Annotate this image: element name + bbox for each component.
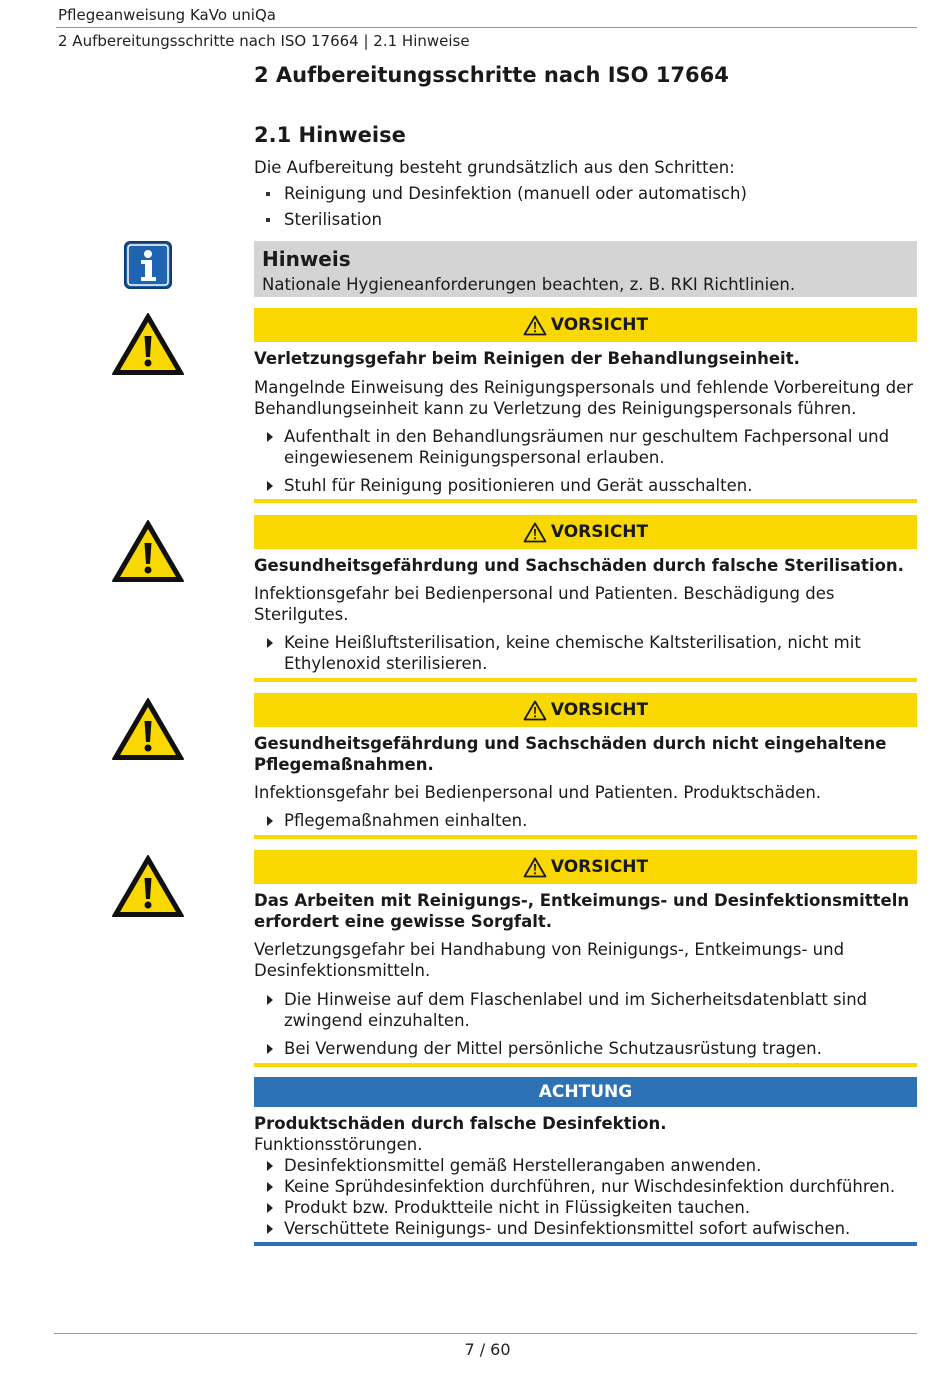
notice-end-line bbox=[254, 1242, 917, 1246]
warning-triangle-icon bbox=[111, 312, 185, 376]
warning-triangle-icon bbox=[111, 854, 185, 918]
warning-steps bbox=[266, 632, 917, 681]
notice-heading: Produktschäden durch falsche Desinfektion. bbox=[254, 1114, 667, 1133]
list-item-text: Die Hinweise auf dem Flaschenlabel und im Sicherheitsdatenblatt sind zwingend einzuhalten. bbox=[284, 990, 868, 1030]
list-item bbox=[266, 210, 747, 236]
intro-list bbox=[266, 184, 747, 236]
footer-divider bbox=[54, 1333, 917, 1334]
bullet-icon bbox=[266, 218, 270, 222]
warning-label-bar bbox=[254, 515, 917, 549]
note-text: Nationale Hygieneanforderungen beachten, z. B. RKI Richtlinien. bbox=[262, 275, 796, 294]
warning-end-line bbox=[254, 835, 917, 839]
warning-label: VORSICHT bbox=[550, 700, 649, 720]
warning-heading: Das Arbeiten mit Reinigungs-, Entkeimungs- und Desinfektionsmitteln erfordert eine gewisse Sorgfalt. bbox=[254, 891, 910, 931]
list-item bbox=[266, 184, 747, 210]
notice-text: Funktionsstörungen. bbox=[254, 1135, 423, 1154]
list-item bbox=[266, 1218, 917, 1239]
note-title: Hinweis bbox=[262, 247, 351, 271]
arrow-right-icon bbox=[267, 432, 273, 442]
section-title: 2.1 Hinweise bbox=[254, 123, 406, 147]
warning-steps bbox=[266, 989, 917, 1066]
arrow-right-icon bbox=[267, 1224, 273, 1234]
warning-heading: Gesundheitsgefährdung und Sachschäden durch nicht eingehaltene Pflegemaßnahmen. bbox=[254, 734, 887, 774]
warning-small-icon bbox=[523, 857, 547, 878]
warning-heading: Verletzungsgefahr beim Reinigen der Behandlungseinheit. bbox=[254, 349, 800, 368]
list-item-text: Reinigung und Desinfektion (manuell oder automatisch) bbox=[284, 184, 747, 203]
list-item-text: Bei Verwendung der Mittel persönliche Schutzausrüstung tragen. bbox=[284, 1039, 822, 1058]
notice-steps bbox=[266, 1155, 917, 1239]
info-icon bbox=[124, 241, 172, 289]
warning-label: VORSICHT bbox=[550, 857, 649, 877]
warning-end-line bbox=[254, 499, 917, 503]
list-item bbox=[266, 426, 917, 468]
list-item bbox=[266, 1155, 917, 1176]
intro-text: Die Aufbereitung besteht grundsätzlich aus den Schritten: bbox=[254, 158, 735, 177]
list-item-text: Sterilisation bbox=[284, 210, 382, 229]
list-item-text: Pflegemaßnahmen einhalten. bbox=[284, 811, 528, 830]
warning-text: Mangelnde Einweisung des Reinigungspersonals und fehlende Vorbereitung der Behandlungseinheit kann zu Verletzung des Reinigungspersonals führen. bbox=[254, 378, 914, 418]
arrow-right-icon bbox=[267, 995, 273, 1005]
arrow-right-icon bbox=[267, 1182, 273, 1192]
warning-end-line bbox=[254, 1063, 917, 1067]
list-item-text: Verschüttete Reinigungs- und Desinfektionsmittel sofort aufwischen. bbox=[284, 1219, 851, 1238]
list-item bbox=[266, 810, 917, 831]
header-divider bbox=[56, 27, 917, 28]
warning-steps bbox=[266, 810, 917, 838]
chapter-title: 2 Aufbereitungsschritte nach ISO 17664 bbox=[254, 63, 729, 87]
warning-label-bar bbox=[254, 308, 917, 342]
warning-text: Infektionsgefahr bei Bedienpersonal und Patienten. Beschädigung des Sterilgutes. bbox=[254, 584, 835, 624]
warning-triangle-icon bbox=[111, 519, 185, 583]
list-item-text: Stuhl für Reinigung positionieren und Gerät ausschalten. bbox=[284, 476, 753, 495]
arrow-right-icon bbox=[267, 1203, 273, 1213]
warning-label-bar bbox=[254, 693, 917, 727]
list-item-text: Desinfektionsmittel gemäß Herstellerangaben anwenden. bbox=[284, 1156, 762, 1175]
warning-label: VORSICHT bbox=[550, 315, 649, 335]
list-item bbox=[266, 1176, 917, 1197]
list-item bbox=[266, 475, 917, 496]
page-number: 7 / 60 bbox=[464, 1340, 511, 1359]
warning-label: VORSICHT bbox=[550, 522, 649, 542]
list-item-text: Keine Sprühdesinfektion durchführen, nur Wischdesinfektion durchführen. bbox=[284, 1177, 896, 1196]
list-item bbox=[266, 1038, 917, 1059]
note-box bbox=[254, 241, 917, 297]
list-item bbox=[266, 989, 917, 1031]
list-item bbox=[266, 632, 917, 674]
warning-label-bar bbox=[254, 850, 917, 884]
list-item bbox=[266, 1197, 917, 1218]
list-item-text: Produkt bzw. Produktteile nicht in Flüssigkeiten tauchen. bbox=[284, 1198, 751, 1217]
warning-small-icon bbox=[523, 522, 547, 543]
warning-heading: Gesundheitsgefährdung und Sachschäden durch falsche Sterilisation. bbox=[254, 556, 904, 575]
warning-text: Verletzungsgefahr bei Handhabung von Reinigungs-, Entkeimungs- und Desinfektionsmitteln. bbox=[254, 940, 845, 980]
arrow-right-icon bbox=[267, 1161, 273, 1171]
list-item-text: Keine Heißluftsterilisation, keine chemische Kaltsterilisation, nicht mit Ethylenoxid sterilisieren. bbox=[284, 633, 861, 673]
warning-text: Infektionsgefahr bei Bedienpersonal und Patienten. Produktschäden. bbox=[254, 783, 822, 802]
document-title: Pflegeanweisung KaVo uniQa bbox=[58, 6, 276, 24]
list-item-text: Aufenthalt in den Behandlungsräumen nur geschultem Fachpersonal und eingewiesenem Reinigungspersonal erlauben. bbox=[284, 427, 890, 467]
warning-small-icon bbox=[523, 700, 547, 721]
arrow-right-icon bbox=[267, 638, 273, 648]
notice-label-bar bbox=[254, 1077, 917, 1107]
arrow-right-icon bbox=[267, 1044, 273, 1054]
warning-steps bbox=[266, 426, 917, 503]
warning-end-line bbox=[254, 678, 917, 682]
warning-triangle-icon bbox=[111, 697, 185, 761]
arrow-right-icon bbox=[267, 816, 273, 826]
notice-label: ACHTUNG bbox=[538, 1082, 633, 1102]
warning-small-icon bbox=[523, 315, 547, 336]
bullet-icon bbox=[266, 192, 270, 196]
section-path: 2 Aufbereitungsschritte nach ISO 17664 | 2.1 Hinweise bbox=[58, 32, 470, 50]
arrow-right-icon bbox=[267, 481, 273, 491]
